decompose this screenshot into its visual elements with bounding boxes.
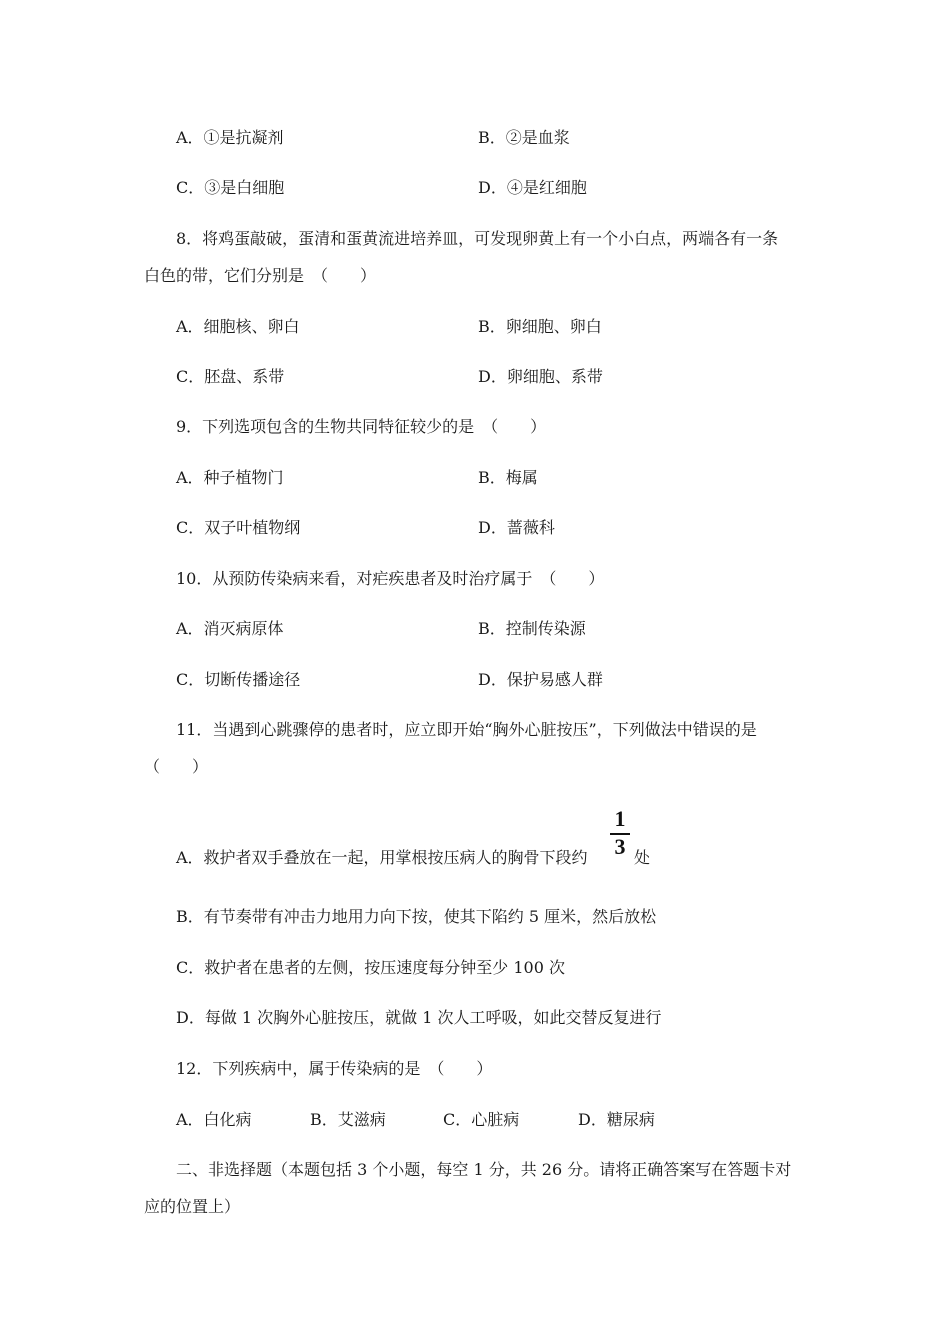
q10-option-c: C．切断传播途径 [176,670,301,689]
q7-option-b: B．②是血浆 [478,128,570,147]
q11-option-b: B．有节奏带有冲击力地用力向下按，使其下陷约 5 厘米，然后放松 [176,907,657,926]
q11-stem-line2: （ ） [144,757,209,776]
q10-option-d: D．保护易感人群 [478,670,603,689]
q7-option-d: D．④是红细胞 [478,178,587,197]
q8-option-c: C．胚盘、系带 [176,367,285,386]
q12-option-c: C．心脏病 [443,1110,520,1129]
q10-option-b: B．控制传染源 [478,619,586,638]
q9-option-b: B．梅属 [478,468,538,487]
q11-option-d: D．每做 1 次胸外心脏按压，就做 1 次人工呼吸，如此交替反复进行 [176,1008,662,1027]
q12-stem: 12．下列疾病中，属于传染病的是 （ ） [176,1059,493,1078]
q7-option-a: A．①是抗凝剂 [176,128,284,147]
q8-option-d: D．卵细胞、系带 [478,367,603,386]
q9-option-c: C．双子叶植物纲 [176,518,301,537]
q10-option-a: A．消灭病原体 [176,619,284,638]
q10-stem: 10．从预防传染病来看，对疟疾患者及时治疗属于 （ ） [176,569,605,588]
q11-option-c: C．救护者在患者的左侧，按压速度每分钟至少 100 次 [176,958,565,977]
q12-option-b: B．艾滋病 [310,1110,386,1129]
q7-option-c: C．③是白细胞 [176,178,285,197]
section2-heading-line1: 二、非选择题（本题包括 3 个小题，每空 1 分，共 26 分。请将正确答案写在答题卡对 [176,1160,792,1179]
section2-heading-line2: 应的位置上） [144,1197,241,1216]
q12-option-d: D．糖尿病 [578,1110,655,1129]
fraction-denominator: 3 [614,834,626,859]
fraction-numerator: 1 [614,806,626,831]
q9-option-d: D．蔷薇科 [478,518,555,537]
q12-option-a: A．白化病 [176,1110,252,1129]
q11-stem-line1: 11．当遇到心跳骤停的患者时，应立即开始“胸外心脏按压”，下列做法中错误的是 [176,720,757,739]
q9-option-a: A．种子植物门 [176,468,284,487]
q11-option-a-tail: 处 [634,848,651,867]
q8-stem-line2: 白色的带，它们分别是 （ ） [144,266,377,285]
q8-option-b: B．卵细胞、卵白 [478,317,602,336]
q8-stem-line1: 8．将鸡蛋敲破，蛋清和蛋黄流进培养皿，可发现卵黄上有一个小白点，两端各有一条 [176,229,779,248]
q8-option-a: A．细胞核、卵白 [176,317,300,336]
q9-stem: 9．下列选项包含的生物共同特征较少的是 （ ） [176,417,547,436]
q11-option-a: A．救护者双手叠放在一起，用掌根按压病人的胸骨下段约 [176,848,588,867]
